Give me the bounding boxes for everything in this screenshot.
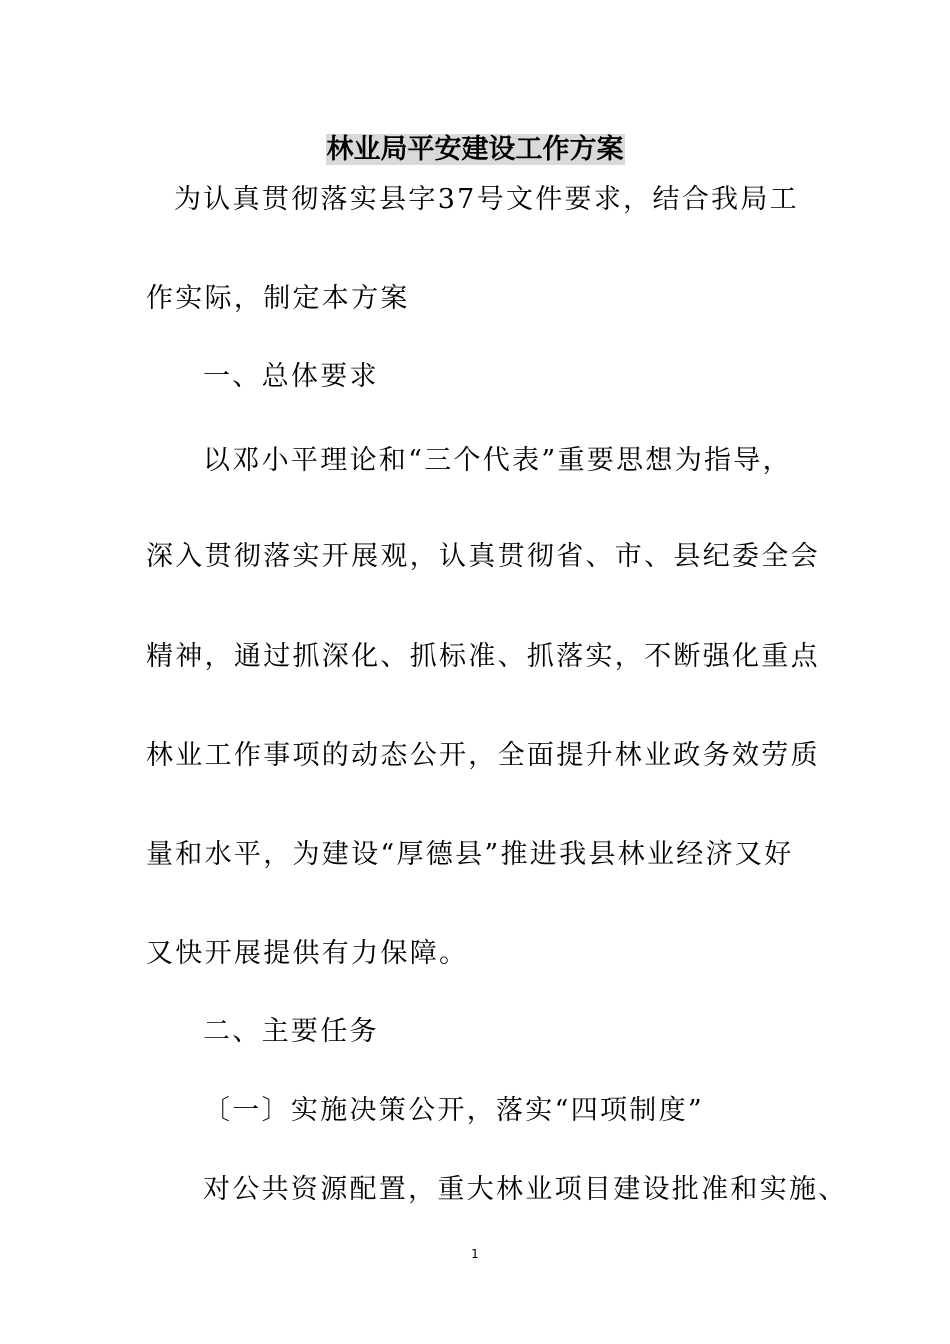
- paragraph-line-7: 量和水平，为建设“厚德县”推进我县林业经济又好: [146, 839, 794, 870]
- subsection-heading-1: 〔一〕实施决策公开，落实“四项制度”: [203, 1095, 705, 1126]
- section-heading-2: 二、主要任务: [203, 1016, 379, 1047]
- paragraph-line-8: 又快开展提供有力保障。: [146, 938, 469, 969]
- paragraph-line-3: 以邓小平理论和“三个代表”重要思想为指导，: [203, 445, 792, 476]
- paragraph-line-4: 深入贯彻落实开展观，认真贯彻省、市、县纪委全会: [146, 541, 820, 572]
- document-title-text: 林业局平安建设工作方案: [326, 134, 624, 165]
- page-number: 1: [471, 1247, 479, 1261]
- paragraph-line-6: 林业工作事项的动态公开，全面提升林业政务效劳质: [146, 740, 820, 771]
- paragraph-line-9: 对公共资源配置，重大林业项目建设批准和实施、: [203, 1174, 848, 1205]
- document-title: [0, 130, 950, 170]
- section-heading-1: 一、总体要求: [203, 361, 379, 392]
- paragraph-line-2: 作实际，制定本方案: [146, 283, 410, 314]
- paragraph-line-1: 为认真贯彻落实县字37号文件要求，结合我局工: [174, 184, 799, 215]
- paragraph-line-5: 精神，通过抓深化、抓标准、抓落实，不断强化重点: [146, 641, 820, 672]
